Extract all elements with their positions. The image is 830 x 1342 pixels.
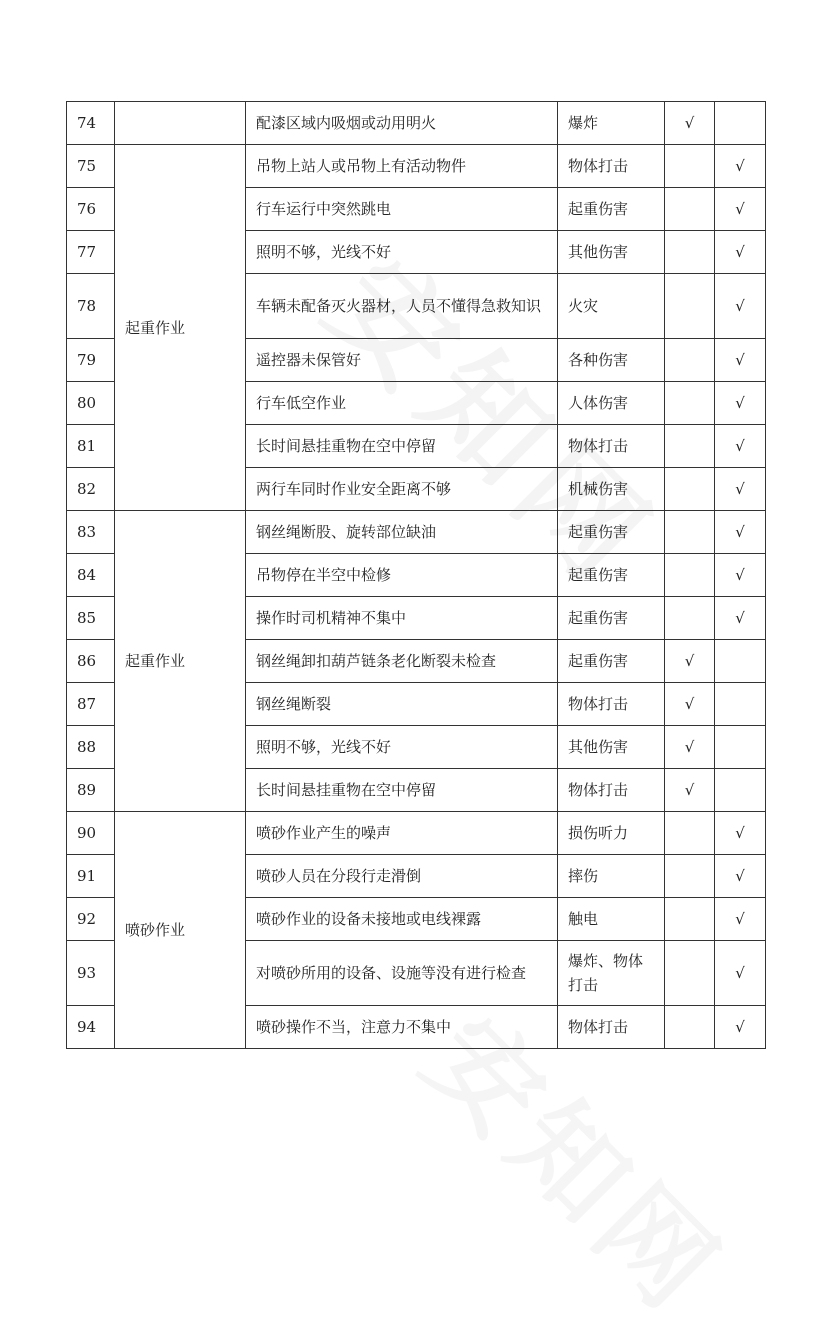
row-number: 83: [67, 511, 115, 554]
hazard-description: 钢丝绳断股、旋转部位缺油: [246, 511, 558, 554]
possible-result: 物体打击: [558, 683, 665, 726]
row-number: 92: [67, 898, 115, 941]
check-mark-a: [665, 145, 715, 188]
check-mark-a: √: [665, 769, 715, 812]
hazard-description: 长时间悬挂重物在空中停留: [246, 769, 558, 812]
possible-result: 触电: [558, 898, 665, 941]
operation-group-cell: 起重作业: [115, 145, 246, 511]
check-mark-b: √: [715, 554, 766, 597]
hazard-description: 配漆区域内吸烟或动用明火: [246, 102, 558, 145]
operation-cell: [115, 102, 246, 145]
possible-result: 物体打击: [558, 769, 665, 812]
check-mark-b: [715, 769, 766, 812]
row-number: 80: [67, 382, 115, 425]
row-number: 90: [67, 812, 115, 855]
hazard-description: 遥控器未保管好: [246, 339, 558, 382]
row-number: 84: [67, 554, 115, 597]
row-number: 94: [67, 1006, 115, 1049]
check-mark-a: √: [665, 726, 715, 769]
operation-group-cell: 喷砂作业: [115, 812, 246, 1049]
possible-result: 爆炸: [558, 102, 665, 145]
row-number: 88: [67, 726, 115, 769]
check-mark-b: √: [715, 274, 766, 339]
possible-result: 机械伤害: [558, 468, 665, 511]
hazard-description: 喷砂作业的设备未接地或电线裸露: [246, 898, 558, 941]
check-mark-b: √: [715, 382, 766, 425]
check-mark-a: [665, 1006, 715, 1049]
check-mark-a: [665, 339, 715, 382]
hazard-description: 喷砂操作不当，注意力不集中: [246, 1006, 558, 1049]
check-mark-b: √: [715, 898, 766, 941]
check-mark-b: √: [715, 812, 766, 855]
check-mark-a: [665, 855, 715, 898]
operation-group-cell: 起重作业: [115, 511, 246, 812]
check-mark-b: √: [715, 145, 766, 188]
row-number: 89: [67, 769, 115, 812]
row-number: 79: [67, 339, 115, 382]
check-mark-b: √: [715, 1006, 766, 1049]
check-mark-a: [665, 468, 715, 511]
row-number: 75: [67, 145, 115, 188]
possible-result: 物体打击: [558, 425, 665, 468]
check-mark-a: [665, 274, 715, 339]
row-number: 91: [67, 855, 115, 898]
row-number: 85: [67, 597, 115, 640]
possible-result: 起重伤害: [558, 640, 665, 683]
check-mark-b: √: [715, 597, 766, 640]
possible-result: 摔伤: [558, 855, 665, 898]
check-mark-b: [715, 102, 766, 145]
check-mark-b: √: [715, 511, 766, 554]
table-row: [67, 511, 766, 554]
possible-result: 起重伤害: [558, 554, 665, 597]
check-mark-b: [715, 640, 766, 683]
check-mark-b: √: [715, 468, 766, 511]
hazard-description: 喷砂人员在分段行走滑倒: [246, 855, 558, 898]
check-mark-b: √: [715, 941, 766, 1006]
hazard-description: 对喷砂所用的设备、设施等没有进行检查: [246, 941, 558, 1006]
possible-result: 各种伤害: [558, 339, 665, 382]
possible-result: 物体打击: [558, 1006, 665, 1049]
check-mark-a: √: [665, 683, 715, 726]
table-row: [67, 812, 766, 855]
hazard-description: 行车运行中突然跳电: [246, 188, 558, 231]
hazard-description: 钢丝绳断裂: [246, 683, 558, 726]
check-mark-a: [665, 231, 715, 274]
possible-result: 火灾: [558, 274, 665, 339]
check-mark-a: [665, 188, 715, 231]
row-number: 86: [67, 640, 115, 683]
hazard-description: 操作时司机精神不集中: [246, 597, 558, 640]
hazard-description: 照明不够，光线不好: [246, 726, 558, 769]
check-mark-b: √: [715, 188, 766, 231]
check-mark-b: [715, 683, 766, 726]
check-mark-a: [665, 425, 715, 468]
possible-result: 起重伤害: [558, 511, 665, 554]
check-mark-a: [665, 554, 715, 597]
row-number: 81: [67, 425, 115, 468]
possible-result: 起重伤害: [558, 188, 665, 231]
row-number: 87: [67, 683, 115, 726]
check-mark-b: √: [715, 855, 766, 898]
table-row: [67, 102, 766, 145]
hazard-description: 车辆未配备灭火器材，人员不懂得急救知识: [246, 274, 558, 339]
possible-result: 其他伤害: [558, 231, 665, 274]
possible-result: 起重伤害: [558, 597, 665, 640]
hazard-description: 两行车同时作业安全距离不够: [246, 468, 558, 511]
check-mark-b: √: [715, 339, 766, 382]
row-number: 74: [67, 102, 115, 145]
check-mark-a: [665, 511, 715, 554]
table-row: [67, 145, 766, 188]
check-mark-a: [665, 597, 715, 640]
hazard-table: [66, 101, 766, 1049]
hazard-description: 喷砂作业产生的噪声: [246, 812, 558, 855]
hazard-description: 照明不够，光线不好: [246, 231, 558, 274]
check-mark-a: [665, 382, 715, 425]
possible-result: 损伤听力: [558, 812, 665, 855]
hazard-description: 钢丝绳卸扣葫芦链条老化断裂未检查: [246, 640, 558, 683]
possible-result: 物体打击: [558, 145, 665, 188]
row-number: 78: [67, 274, 115, 339]
row-number: 82: [67, 468, 115, 511]
possible-result: 其他伤害: [558, 726, 665, 769]
row-number: 76: [67, 188, 115, 231]
check-mark-a: [665, 812, 715, 855]
check-mark-b: √: [715, 231, 766, 274]
check-mark-a: √: [665, 102, 715, 145]
row-number: 93: [67, 941, 115, 1006]
hazard-description: 长时间悬挂重物在空中停留: [246, 425, 558, 468]
possible-result: 人体伤害: [558, 382, 665, 425]
hazard-description: 吊物上站人或吊物上有活动物件: [246, 145, 558, 188]
check-mark-b: √: [715, 425, 766, 468]
hazard-description: 吊物停在半空中检修: [246, 554, 558, 597]
check-mark-a: [665, 941, 715, 1006]
row-number: 77: [67, 231, 115, 274]
check-mark-b: [715, 726, 766, 769]
possible-result: 爆炸、物体打击: [558, 941, 665, 1006]
hazard-description: 行车低空作业: [246, 382, 558, 425]
check-mark-a: √: [665, 640, 715, 683]
check-mark-a: [665, 898, 715, 941]
